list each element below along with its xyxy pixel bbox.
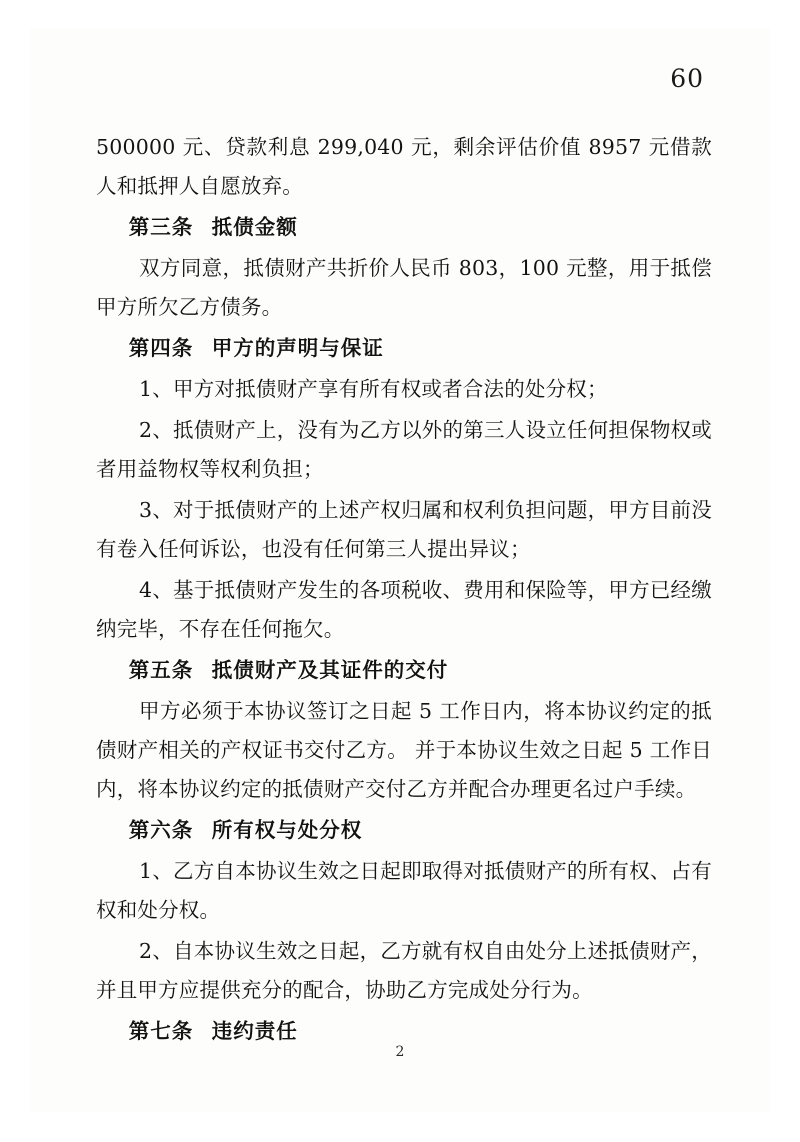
section-title: 所有权与处分权 xyxy=(211,818,363,842)
section-heading xyxy=(96,208,712,247)
section-title: 违约责任 xyxy=(211,1019,298,1043)
section-number: 第六条 xyxy=(128,818,194,842)
paragraph: 2、自本协议生效之日起，乙方就有权自由处分上述抵债财产，并且甲方应提供充分的配合，协助乙方完成处分行为。 xyxy=(96,939,712,1002)
paragraph: 双方同意，抵债财产共折价人民币 803，100 元整，用于抵偿甲方所欠乙方债务。 xyxy=(96,256,712,319)
paragraph: 2、抵债财产上，没有为乙方以外的第三人设立任何担保物权或者用益物权等权利负担； xyxy=(96,418,712,481)
section-heading xyxy=(96,329,712,368)
page-number-top: 60 xyxy=(670,64,704,93)
section-heading xyxy=(96,811,712,850)
section-title: 抵债财产及其证件的交付 xyxy=(211,658,449,682)
section-title: 抵债金额 xyxy=(211,215,298,239)
section-number: 第五条 xyxy=(128,658,194,682)
paragraph: 4、基于抵债财产发生的各项税收、费用和保险等，甲方已经缴纳完毕，不存在任何拖欠。 xyxy=(96,578,712,641)
document-sheet xyxy=(30,28,770,1112)
section-title: 甲方的声明与保证 xyxy=(211,336,384,360)
paragraph: 1、乙方自本协议生效之日起即取得对抵债财产的所有权、占有权和处分权。 xyxy=(96,859,712,922)
section-number: 第四条 xyxy=(128,336,194,360)
section-number: 第七条 xyxy=(128,1019,194,1043)
paragraph: 500000 元、贷款利息 299,040 元，剩余评估价值 8957 元借款人和抵押人自愿放弃。 xyxy=(96,135,712,198)
paragraph: 甲方必须于本协议签订之日起 5 工作日内，将本协议约定的抵债财产相关的产权证书交付乙方。 并于本协议生效之日起 5 工作日内，将本协议约定的抵债财产交付乙方并配合办理更名过户手续。 xyxy=(96,699,712,801)
section-number: 第三条 xyxy=(128,215,194,239)
document-body xyxy=(96,128,712,1051)
paragraph: 1、甲方对抵债财产享有所有权或者合法的处分权； xyxy=(139,377,608,401)
paragraph: 3、对于抵债财产的上述产权归属和权利负担问题，甲方目前没有卷入任何诉讼，也没有任何第三人提出异议； xyxy=(96,498,712,561)
section-heading xyxy=(96,651,712,690)
page-number-bottom: 2 xyxy=(395,1044,405,1060)
